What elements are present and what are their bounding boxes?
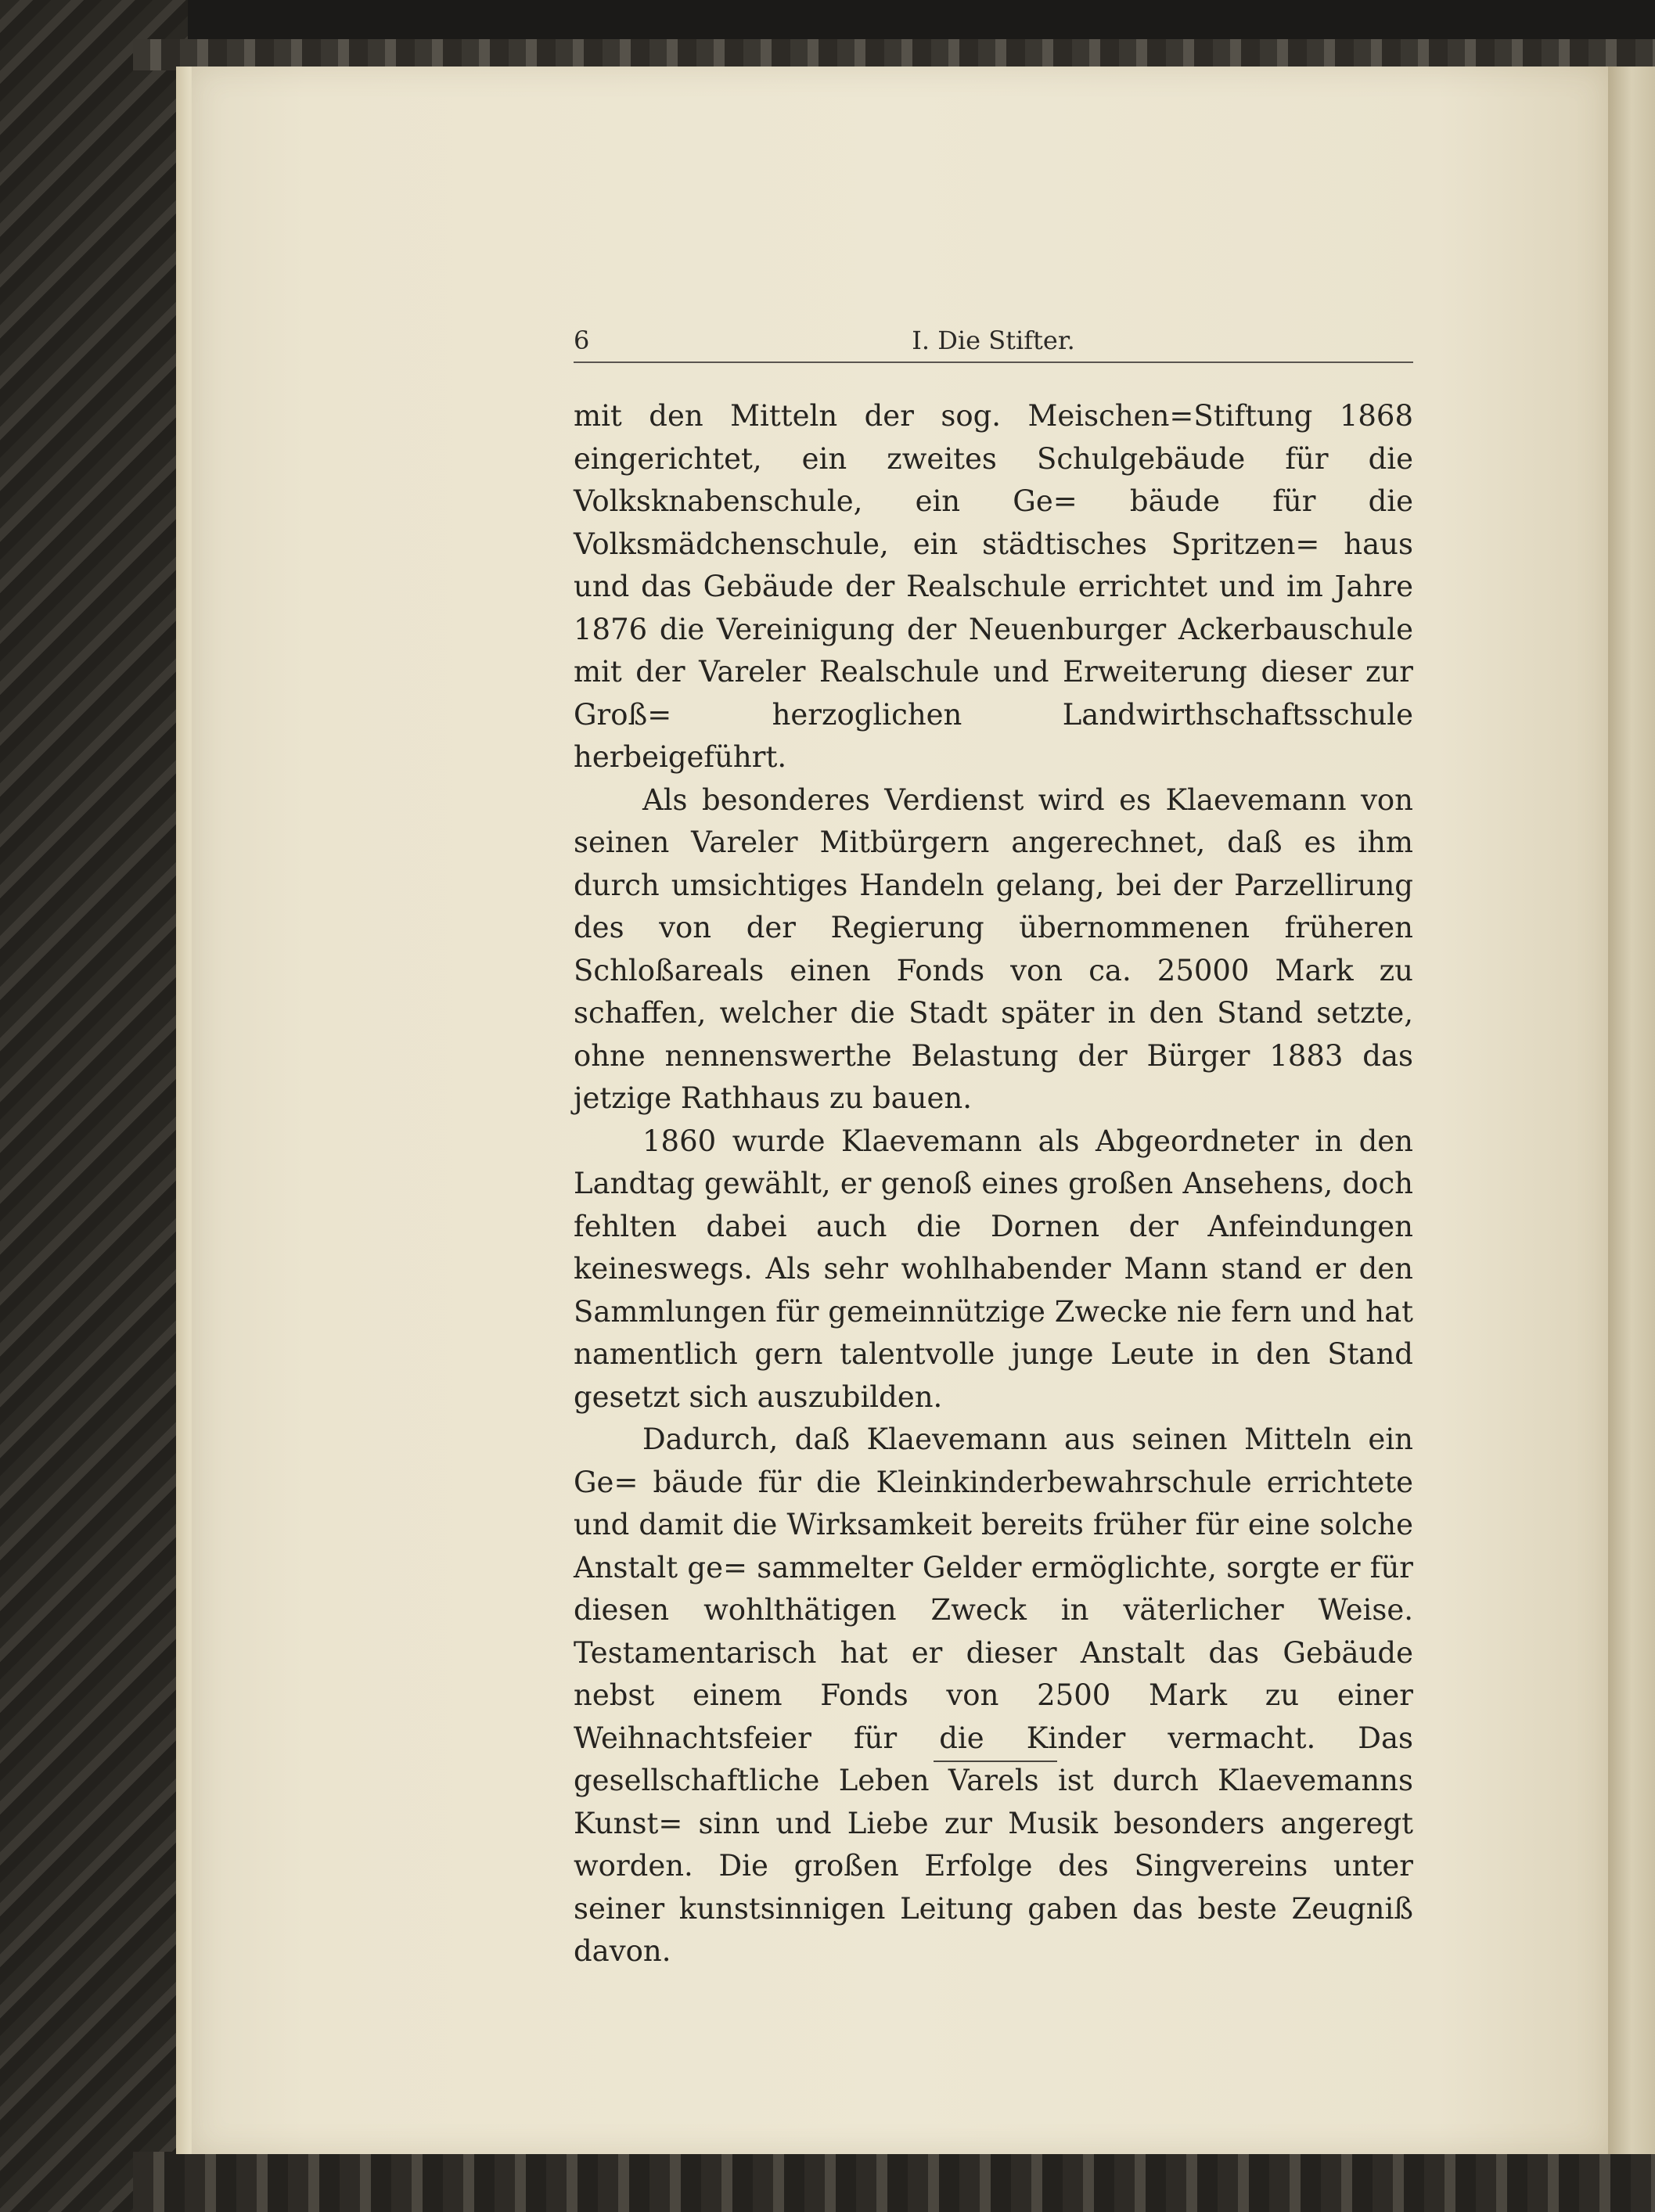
page-number: 6 bbox=[574, 326, 590, 355]
end-rule bbox=[934, 1761, 1057, 1762]
book-cover-bottom bbox=[133, 2152, 1655, 2212]
paragraph: Als besonderes Verdienst wird es Klaevemann von seinen Vareler Mitbürgern angerechnet, daß es ihm durch umsichtiges Handeln gelang, bei der Parzellirung des von der Regierung übernommenen früheren Schloßareals einen Fonds von ca. 25000 Mark zu schaffen, welcher die Stadt später in den Stand setzte, ohne nennenswerthe Belastung der Bürger 1883 das jetzige Rathhaus zu bauen. bbox=[574, 782, 1413, 1115]
book-gutter bbox=[1608, 67, 1655, 2154]
body-text bbox=[574, 395, 1413, 1973]
paragraph: 1860 wurde Klaevemann als Abgeordneter in den Landtag gewählt, er genoß eines großen Ansehens, doch fehlten dabei auch die Dornen der Anfeindungen keineswegs. Als sehr wohlhabender Mann stand er den Sammlungen für gemeinnützige Zwecke nie fern und hat namentlich gern talentvolle junge Leute in den Stand gesetzt sich auszubilden. bbox=[574, 1124, 1413, 1414]
page-header bbox=[574, 321, 1413, 363]
running-head: I. Die Stifter. bbox=[912, 326, 1075, 355]
paragraph: mit den Mitteln der sog. Meischen=Stiftung 1868 eingerichtet, ein zweites Schulgebäude für die Volksknabenschule, ein Ge= bäude für die Volksmädchenschule, ein städtisches Spritzen= haus und das Gebäude der Realschule errichtet und im Jahre 1876 die Vereinigung der Neuenburger Ackerbauschule mit der Vareler Realschule und Erweiterung dieser zur Groß= herzoglichen Landwirthschaftsschule herbeigeführt. bbox=[574, 399, 1413, 774]
book-cover-left bbox=[0, 0, 188, 2212]
paragraph: Dadurch, daß Klaevemann aus seinen Mitteln ein Ge= bäude für die Kleinkinderbewahrschule errichtete und damit die Wirksamkeit bereits früher für eine solche Anstalt ge= sammelter Gelder ermöglichte, sorgte er für diesen wohlthätigen Zweck in väterlicher Weise. Testamentarisch hat er dieser Anstalt das Gebäude nebst einem Fonds von 2500 Mark zu einer Weihnachtsfeier für die Kinder vermacht. Das gesellschaftliche Leben Varels ist durch Klaevemanns Kunst= sinn und Liebe zur Musik besonders angeregt worden. Die großen Erfolge des Singvereins unter seiner kunstsinnigen Leitung gaben das beste Zeugniß davon. bbox=[574, 1423, 1413, 1968]
book-cover-top bbox=[133, 39, 1655, 70]
